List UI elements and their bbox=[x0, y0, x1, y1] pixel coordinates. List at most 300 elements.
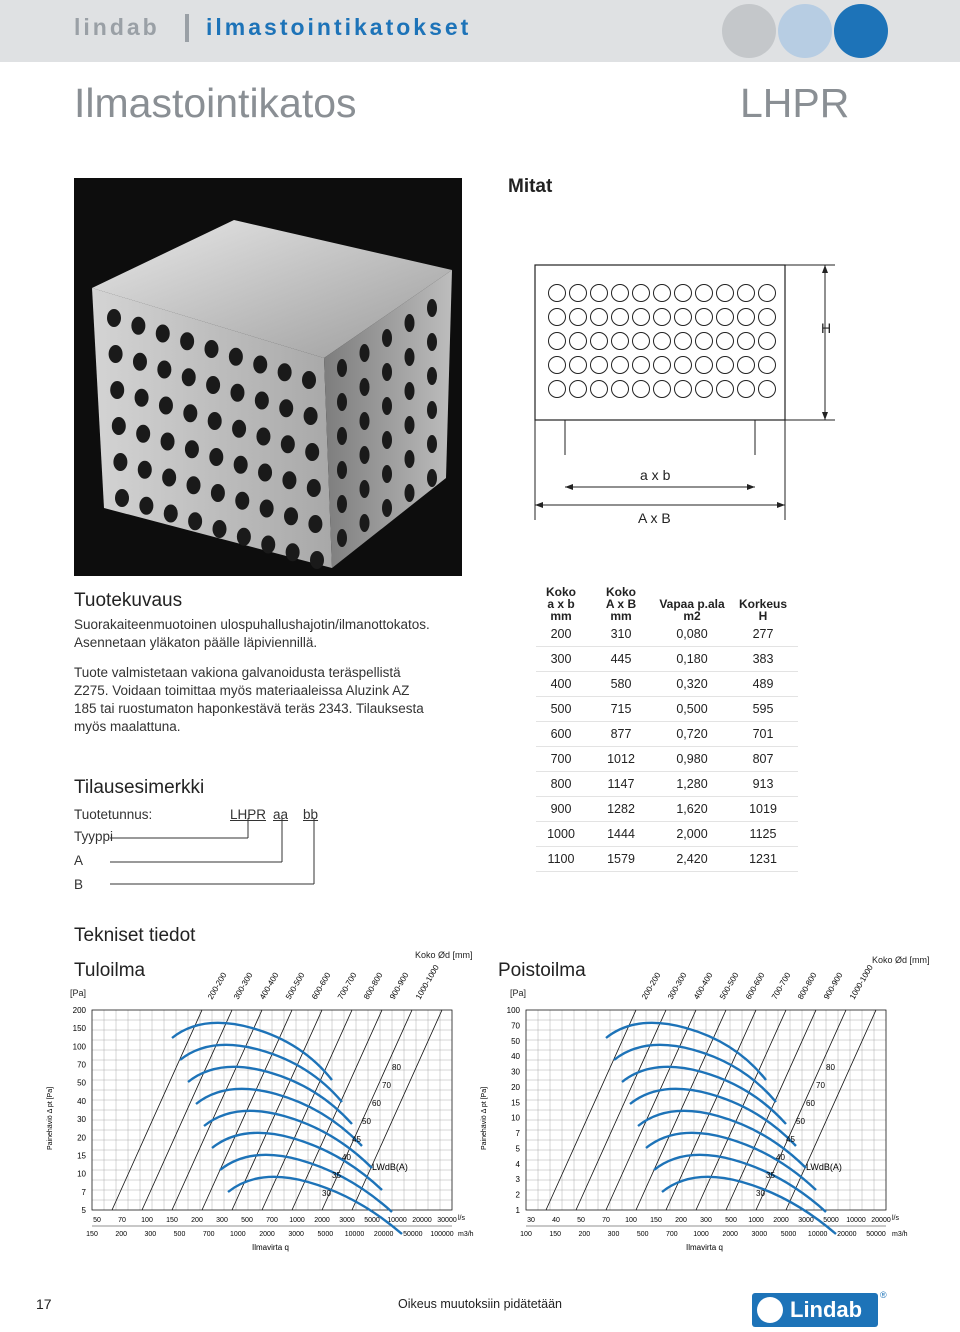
size-label: 300-300 bbox=[665, 971, 689, 1001]
y-tick-label: 70 bbox=[77, 1060, 86, 1070]
photo-hole bbox=[133, 353, 147, 371]
lw-value: 50 bbox=[362, 1117, 371, 1126]
photo-hole bbox=[112, 417, 126, 435]
table-row bbox=[536, 697, 798, 722]
size-label: 900-900 bbox=[821, 971, 845, 1001]
table-cell: 2,000 bbox=[656, 822, 728, 847]
photo-hole bbox=[286, 543, 300, 561]
x-tick-label: 500 bbox=[241, 1217, 253, 1224]
brand-label: lindab bbox=[74, 14, 160, 40]
table-cell: 1,280 bbox=[656, 772, 728, 797]
table-cell: 489 bbox=[728, 672, 798, 697]
photo-hole bbox=[113, 453, 127, 471]
table-cell: 2,420 bbox=[656, 847, 728, 872]
x-tick-label: 3000 bbox=[339, 1217, 355, 1224]
y-tick-label: 5 bbox=[515, 1144, 520, 1154]
photo-hole bbox=[136, 425, 150, 443]
table-cell: 400 bbox=[536, 672, 586, 697]
x-tick-label: 700 bbox=[665, 1231, 678, 1238]
table-cell: 310 bbox=[586, 622, 656, 647]
photo-hole bbox=[310, 551, 324, 569]
y-tick-label: 200 bbox=[72, 1006, 86, 1015]
size-label: 600-600 bbox=[743, 971, 767, 1001]
unit-m3: m3/h bbox=[892, 1231, 908, 1238]
lw-value: 35 bbox=[332, 1171, 341, 1180]
size-label: 200-200 bbox=[639, 971, 663, 1001]
photo-hole bbox=[281, 435, 295, 453]
x-tick-label: 10000 bbox=[846, 1217, 866, 1224]
table-cell: 277 bbox=[728, 622, 798, 647]
photo-hole bbox=[209, 448, 223, 466]
photo-hole bbox=[337, 495, 347, 513]
col-koko-AB: Koko A x B mm bbox=[605, 585, 637, 623]
photo-hole bbox=[302, 371, 316, 389]
x-tick-label: 30 bbox=[527, 1217, 535, 1224]
x-tick-label: 5000 bbox=[364, 1217, 380, 1224]
photo-hole bbox=[304, 407, 318, 425]
x-tick-label: 300 bbox=[607, 1231, 620, 1238]
x-tick-label: 20000 bbox=[871, 1217, 891, 1224]
x-tick-label: 50 bbox=[577, 1217, 585, 1224]
logo-registered: ® bbox=[880, 1290, 887, 1300]
photo-hole bbox=[405, 314, 415, 332]
size-label: 300-300 bbox=[231, 971, 255, 1001]
lw-value: 80 bbox=[392, 1063, 401, 1072]
lw-value: 40 bbox=[776, 1153, 785, 1162]
lw-value: 60 bbox=[806, 1099, 815, 1108]
product-code: LHPR bbox=[740, 80, 850, 126]
desc-paragraph-2 bbox=[74, 664, 424, 736]
table-cell: 0,980 bbox=[656, 747, 728, 772]
table-cell: 1147 bbox=[586, 772, 656, 797]
x-tick-label: 1000 bbox=[289, 1217, 305, 1224]
photo-hole bbox=[427, 367, 437, 385]
x-tick-label: 20000 bbox=[837, 1231, 857, 1238]
y-tick-label: 50 bbox=[77, 1078, 86, 1088]
x-tick-label: 200 bbox=[578, 1231, 591, 1238]
x-tick-label: 700 bbox=[202, 1231, 215, 1238]
page-number: 17 bbox=[36, 1296, 52, 1312]
logo-mark-icon bbox=[757, 1297, 783, 1323]
y-tick-label: 7 bbox=[81, 1187, 86, 1197]
desc-line: Asennetaan yläkaton päälle läpiviennillä. bbox=[74, 635, 318, 650]
col-area: Vapaa p.ala m2 bbox=[659, 597, 725, 623]
size-label: 700-700 bbox=[769, 971, 793, 1001]
y-tick-label: 100 bbox=[506, 1006, 520, 1015]
chart-right-koko: Koko Ød [mm] bbox=[872, 955, 930, 965]
page-title: Ilmastointikatos bbox=[74, 80, 357, 126]
x-tick-label: 1000 bbox=[748, 1217, 764, 1224]
photo-hole bbox=[211, 484, 225, 502]
photo-hole bbox=[115, 489, 129, 507]
photo-hole bbox=[382, 499, 392, 517]
x-tick-label: 700 bbox=[266, 1217, 278, 1224]
size-label: 1000-1000 bbox=[847, 963, 875, 1001]
photo-hole bbox=[206, 376, 220, 394]
x-tick-label: 2000 bbox=[773, 1217, 789, 1224]
table-cell: 600 bbox=[536, 722, 586, 747]
photo-hole bbox=[253, 356, 267, 374]
y-axis-label: Painehäviö Δ pt [Pa] bbox=[47, 1086, 54, 1150]
size-label: 800-800 bbox=[795, 971, 819, 1001]
y-tick-label: 70 bbox=[511, 1021, 520, 1031]
decor-circle-blue bbox=[834, 4, 888, 58]
photo-hole bbox=[360, 378, 370, 396]
y-tick-label: 150 bbox=[72, 1024, 86, 1034]
x-tick-label: 1000 bbox=[693, 1231, 709, 1238]
table-cell: 383 bbox=[728, 647, 798, 672]
photo-hole bbox=[282, 471, 296, 489]
desc-line: Tuote valmistetaan vakiona galvanoidusta teräspellistä bbox=[74, 665, 401, 680]
photo-hole bbox=[278, 363, 292, 381]
y-tick-label: 4 bbox=[515, 1159, 520, 1169]
table-row bbox=[536, 847, 798, 872]
photo-hole bbox=[183, 404, 197, 422]
photo-hole bbox=[232, 420, 246, 438]
lw-value: 30 bbox=[322, 1189, 331, 1198]
photo-hole bbox=[337, 461, 347, 479]
x-tick-label: 150 bbox=[166, 1217, 178, 1224]
dimensions-table bbox=[536, 580, 798, 872]
chart-poistoilma bbox=[481, 960, 938, 1270]
photo-hole bbox=[162, 469, 176, 487]
x-tick-label: 3000 bbox=[288, 1231, 304, 1238]
photo-hole bbox=[161, 433, 175, 451]
photo-hole bbox=[305, 443, 319, 461]
dim-h-label: H bbox=[821, 320, 832, 336]
header-divider bbox=[185, 14, 189, 42]
x-tick-label: 100 bbox=[520, 1231, 532, 1238]
photo-hole bbox=[382, 397, 392, 415]
x-tick-label: 300 bbox=[216, 1217, 228, 1224]
x-tick-label: 300 bbox=[700, 1217, 712, 1224]
photo-hole bbox=[382, 329, 392, 347]
chart-right-title: Poistoilma bbox=[498, 960, 586, 981]
x-tick-label: 5000 bbox=[823, 1217, 839, 1224]
photo-hole bbox=[180, 332, 194, 350]
x-tick-label: 150 bbox=[86, 1231, 98, 1238]
order-aa: aa bbox=[273, 807, 289, 822]
photo-hole bbox=[138, 461, 152, 479]
y-tick-label: 100 bbox=[72, 1042, 86, 1052]
x-tick-label: 500 bbox=[173, 1231, 186, 1238]
order-heading: Tilausesimerkki bbox=[74, 777, 205, 798]
x-tick-label: 50000 bbox=[866, 1231, 886, 1238]
photo-hole bbox=[258, 464, 272, 482]
col-koko-ab: Koko a x b mm bbox=[546, 585, 576, 623]
table-cell: 0,180 bbox=[656, 647, 728, 672]
lw-value: 45 bbox=[786, 1135, 795, 1144]
chart-tuloilma bbox=[47, 960, 484, 1270]
chart-left-title: Tuloilma bbox=[74, 960, 146, 981]
photo-hole bbox=[260, 500, 274, 518]
table-row bbox=[536, 772, 798, 797]
photo-hole bbox=[156, 325, 170, 343]
table-cell: 913 bbox=[728, 772, 798, 797]
y-tick-label: 5 bbox=[81, 1206, 86, 1215]
desc-line: myös maalattuna. bbox=[74, 719, 181, 734]
order-bb: bb bbox=[303, 807, 319, 822]
x-tick-label: 20000 bbox=[412, 1217, 432, 1224]
table-row bbox=[536, 622, 798, 647]
decor-circle-light bbox=[778, 4, 832, 58]
table-header-row bbox=[536, 580, 798, 622]
photo-hole bbox=[382, 431, 392, 449]
y-tick-label: 20 bbox=[511, 1082, 520, 1092]
table-cell: 877 bbox=[586, 722, 656, 747]
desc-paragraph-1 bbox=[74, 616, 430, 652]
x-tick-label: 10000 bbox=[344, 1231, 365, 1238]
size-label: 500-500 bbox=[717, 971, 741, 1001]
x-tick-label: 50000 bbox=[403, 1231, 423, 1238]
photo-hole bbox=[337, 529, 347, 547]
x-tick-label: 2000 bbox=[259, 1231, 275, 1238]
photo-hole bbox=[382, 465, 392, 483]
y-tick-label: 15 bbox=[77, 1151, 86, 1161]
x-tick-label: 40 bbox=[552, 1217, 560, 1224]
table-cell: 1012 bbox=[586, 747, 656, 772]
photo-hole bbox=[135, 389, 149, 407]
photo-hole bbox=[188, 512, 202, 530]
x-tick-label: 100 bbox=[141, 1217, 153, 1224]
table-row bbox=[536, 722, 798, 747]
y-tick-label: 50 bbox=[511, 1036, 520, 1046]
photo-hole bbox=[405, 382, 415, 400]
table-cell: 1579 bbox=[586, 847, 656, 872]
x-tick-label: 5000 bbox=[317, 1231, 334, 1238]
x-tick-label: 2000 bbox=[314, 1217, 330, 1224]
table-cell: 1100 bbox=[536, 847, 586, 872]
y-tick-label: 3 bbox=[515, 1175, 520, 1185]
photo-hole bbox=[157, 361, 171, 379]
x-tick-label: 5000 bbox=[780, 1231, 797, 1238]
x-tick-label: 20000 bbox=[373, 1231, 394, 1238]
y-tick-label: 40 bbox=[77, 1096, 86, 1106]
x-tick-label: 200 bbox=[115, 1231, 128, 1238]
y-tick-label: 1 bbox=[515, 1206, 520, 1215]
photo-hole bbox=[237, 528, 251, 546]
table-cell: 1000 bbox=[536, 822, 586, 847]
order-lines bbox=[100, 818, 330, 888]
table-cell: 807 bbox=[728, 747, 798, 772]
photo-hole bbox=[337, 427, 347, 445]
size-label: 200-200 bbox=[205, 971, 229, 1001]
photo-hole bbox=[284, 507, 298, 525]
table-row bbox=[536, 647, 798, 672]
photo-hole bbox=[360, 412, 370, 430]
table-cell: 701 bbox=[728, 722, 798, 747]
x-tick-label: 200 bbox=[675, 1217, 687, 1224]
table-cell: 200 bbox=[536, 622, 586, 647]
photo-hole bbox=[110, 381, 124, 399]
order-label: Tuotetunnus: bbox=[74, 807, 153, 822]
table-cell: 1444 bbox=[586, 822, 656, 847]
lw-value: 45 bbox=[352, 1135, 361, 1144]
lw-value: 70 bbox=[382, 1081, 391, 1090]
size-label: 900-900 bbox=[387, 971, 411, 1001]
lw-value: 30 bbox=[756, 1189, 765, 1198]
photo-hole bbox=[139, 497, 153, 515]
photo-hole bbox=[405, 348, 415, 366]
x-tick-label: 150 bbox=[549, 1231, 562, 1238]
y-tick-label: 10 bbox=[77, 1169, 86, 1179]
x-tick-label: 30000 bbox=[437, 1217, 457, 1224]
x-tick-label: 500 bbox=[725, 1217, 737, 1224]
photo-hole bbox=[279, 399, 293, 417]
table-cell: 300 bbox=[536, 647, 586, 672]
photo-hole bbox=[107, 309, 121, 327]
photo-hole bbox=[164, 505, 178, 523]
photo-hole bbox=[427, 469, 437, 487]
logo-text: Lindab bbox=[790, 1297, 863, 1322]
y-tick-label: 15 bbox=[511, 1098, 520, 1108]
x-axis-label: Ilmavirta q bbox=[252, 1243, 289, 1252]
photo-hole bbox=[405, 484, 415, 502]
x-tick-label: 10000 bbox=[807, 1231, 828, 1238]
x-tick-label: 3000 bbox=[751, 1231, 768, 1238]
x-tick-label: 300 bbox=[144, 1231, 157, 1238]
photo-hole bbox=[213, 520, 227, 538]
desc-line: Suorakaiteenmuotoinen ulospuhallushajotin/ilmanottokatos. bbox=[74, 617, 430, 632]
table-cell: 1282 bbox=[586, 797, 656, 822]
table-cell: 800 bbox=[536, 772, 586, 797]
lindab-logo bbox=[752, 1293, 878, 1327]
unit-ls: l/s bbox=[458, 1215, 465, 1222]
photo-hole bbox=[234, 456, 248, 474]
decor-circle-gray bbox=[722, 4, 776, 58]
table-cell: 500 bbox=[536, 697, 586, 722]
y-tick-label: 30 bbox=[511, 1067, 520, 1077]
y-tick-label: 30 bbox=[77, 1115, 86, 1125]
table-row bbox=[536, 822, 798, 847]
table-cell: 0,080 bbox=[656, 622, 728, 647]
photo-hole bbox=[230, 384, 244, 402]
photo-hole bbox=[308, 515, 322, 533]
table-cell: 0,500 bbox=[656, 697, 728, 722]
dim-ab-label: a x b bbox=[640, 467, 671, 483]
table-cell: 0,320 bbox=[656, 672, 728, 697]
size-label: 1000-1000 bbox=[413, 963, 441, 1001]
table-row bbox=[536, 672, 798, 697]
photo-hole bbox=[182, 368, 196, 386]
table-cell: 445 bbox=[586, 647, 656, 672]
lw-value: 60 bbox=[372, 1099, 381, 1108]
x-tick-label: 100000 bbox=[430, 1231, 454, 1238]
size-label: 600-600 bbox=[309, 971, 333, 1001]
product-photo bbox=[74, 178, 462, 576]
photo-hole bbox=[256, 428, 270, 446]
photo-hole bbox=[360, 480, 370, 498]
x-tick-label: 200 bbox=[191, 1217, 203, 1224]
photo-hole bbox=[382, 363, 392, 381]
tech-heading: Tekniset tiedot bbox=[74, 925, 196, 946]
photo-hole bbox=[360, 446, 370, 464]
lw-label: LWdB(A) bbox=[806, 1162, 842, 1172]
footer-note: Oikeus muutoksiin pidätetään bbox=[398, 1297, 562, 1311]
order-code: LHPR bbox=[230, 807, 267, 822]
photo-hole bbox=[427, 299, 437, 317]
photo-hole bbox=[360, 514, 370, 532]
size-label: 700-700 bbox=[335, 971, 359, 1001]
y-tick-label: 10 bbox=[511, 1113, 520, 1123]
x-tick-label: 70 bbox=[602, 1217, 610, 1224]
dim-AB-label: A x B bbox=[638, 510, 671, 526]
photo-hole bbox=[205, 340, 219, 358]
table-cell: 580 bbox=[586, 672, 656, 697]
table-row bbox=[536, 797, 798, 822]
chart-right-pa: [Pa] bbox=[510, 988, 527, 998]
section-label: ilmastointikatokset bbox=[206, 14, 472, 40]
size-label: 500-500 bbox=[283, 971, 307, 1001]
x-tick-label: 2000 bbox=[722, 1231, 738, 1238]
photo-hole bbox=[337, 359, 347, 377]
size-label: 400-400 bbox=[257, 971, 281, 1001]
photo-hole bbox=[229, 348, 243, 366]
x-tick-label: 50 bbox=[93, 1217, 101, 1224]
photo-hole bbox=[131, 317, 145, 335]
photo-hole bbox=[337, 393, 347, 411]
x-tick-label: 10000 bbox=[387, 1217, 407, 1224]
order-B: B bbox=[74, 877, 84, 892]
unit-m3: m3/h bbox=[458, 1231, 474, 1238]
photo-hole bbox=[185, 440, 199, 458]
y-tick-label: 20 bbox=[77, 1133, 86, 1143]
desc-heading: Tuotekuvaus bbox=[74, 590, 183, 611]
lw-value: 35 bbox=[766, 1171, 775, 1180]
col-height: Korkeus H bbox=[738, 597, 788, 623]
table-cell: 1231 bbox=[728, 847, 798, 872]
x-axis-label: Ilmavirta q bbox=[686, 1243, 723, 1252]
dimension-drawing bbox=[505, 215, 845, 535]
order-tyyppi: Tyyppi bbox=[74, 829, 114, 844]
photo-hole bbox=[109, 345, 123, 363]
lw-label: LWdB(A) bbox=[372, 1162, 408, 1172]
photo-hole bbox=[405, 416, 415, 434]
x-tick-label: 1000 bbox=[230, 1231, 246, 1238]
lw-value: 80 bbox=[826, 1063, 835, 1072]
dims-heading: Mitat bbox=[508, 176, 553, 197]
photo-hole bbox=[235, 492, 249, 510]
size-label: 400-400 bbox=[691, 971, 715, 1001]
photo-hole bbox=[405, 450, 415, 468]
photo-hole bbox=[187, 476, 201, 494]
size-label: 800-800 bbox=[361, 971, 385, 1001]
y-tick-label: 2 bbox=[515, 1190, 520, 1200]
table-cell: 595 bbox=[728, 697, 798, 722]
table-row bbox=[536, 747, 798, 772]
table-cell: 1,620 bbox=[656, 797, 728, 822]
photo-hole bbox=[427, 333, 437, 351]
photo-hole bbox=[360, 344, 370, 362]
table-cell: 1125 bbox=[728, 822, 798, 847]
table-cell: 900 bbox=[536, 797, 586, 822]
y-axis-label: Painehäviö Δ pt [Pa] bbox=[481, 1086, 488, 1150]
photo-hole bbox=[261, 536, 275, 554]
x-tick-label: 500 bbox=[636, 1231, 649, 1238]
photo-hole bbox=[159, 397, 173, 415]
x-tick-label: 150 bbox=[650, 1217, 662, 1224]
y-tick-label: 40 bbox=[511, 1052, 520, 1062]
x-tick-label: 70 bbox=[118, 1217, 126, 1224]
unit-ls: l/s bbox=[892, 1215, 899, 1222]
y-tick-label: 7 bbox=[515, 1129, 520, 1139]
desc-line: Z275. Voidaan toimittaa myös materiaaleissa Aluzink AZ bbox=[74, 683, 410, 698]
x-tick-label: 100 bbox=[625, 1217, 637, 1224]
table-cell: 0,720 bbox=[656, 722, 728, 747]
photo-hole bbox=[427, 435, 437, 453]
lw-value: 70 bbox=[816, 1081, 825, 1090]
table-cell: 715 bbox=[586, 697, 656, 722]
